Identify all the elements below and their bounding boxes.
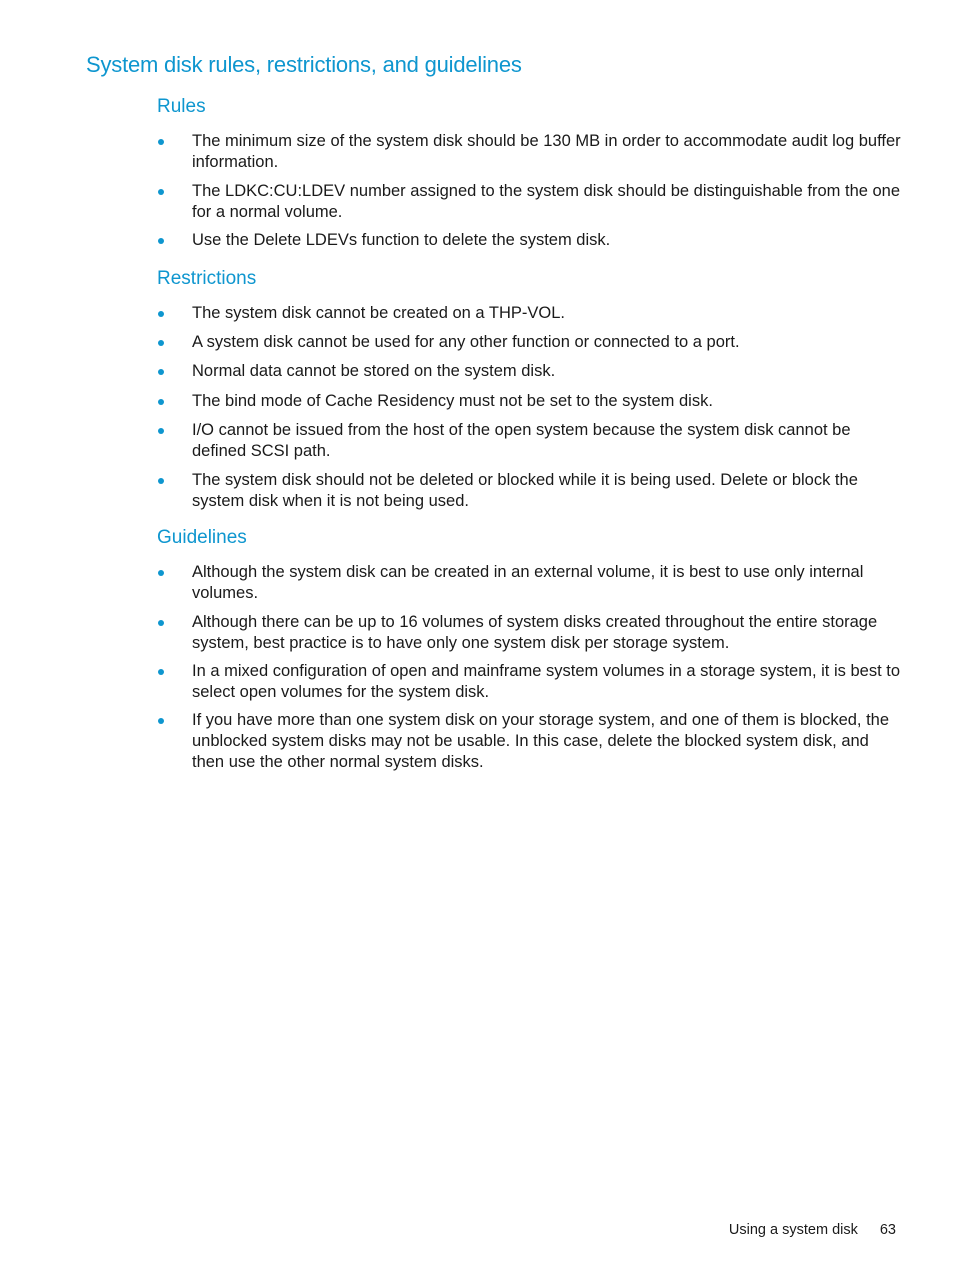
- section-heading-rules: Rules: [157, 96, 206, 117]
- list-item: The system disk should not be deleted or blocked while it is being used. Delete or block the system disk when it is not being used.: [192, 470, 902, 512]
- list-item: If you have more than one system disk on your storage system, and one of them is blocked, the unblocked system disks may not be usable. In this case, delete the blocked system disk, and then use the other normal system disks.: [192, 710, 902, 773]
- list-item: Use the Delete LDEVs function to delete the system disk.: [192, 230, 902, 251]
- section-restrictions: [157, 267, 902, 510]
- section-heading-restrictions: Restrictions: [157, 268, 257, 289]
- bullet-icon: [158, 139, 164, 145]
- bullet-icon: [158, 311, 164, 317]
- list-item: I/O cannot be issued from the host of the open system because the system disk cannot be defined SCSI path.: [192, 420, 902, 462]
- page-number: 63: [879, 1222, 896, 1238]
- list-item: The LDKC:CU:LDEV number assigned to the system disk should be distinguishable from the one for a normal volume.: [192, 181, 902, 223]
- bullet-icon: [158, 189, 164, 195]
- list-item: Although the system disk can be created in an external volume, it is best to use only internal volumes.: [192, 562, 902, 604]
- list-item: The system disk cannot be created on a THP-VOL.: [192, 303, 902, 324]
- page-title: System disk rules, restrictions, and guidelines: [86, 52, 522, 77]
- section-heading-guidelines: Guidelines: [157, 527, 247, 548]
- bullet-icon: [158, 718, 164, 724]
- footer-section-name: Using a system disk: [728, 1222, 858, 1238]
- list-item: In a mixed configuration of open and mainframe system volumes in a storage system, it is best to select open volumes for the system disk.: [192, 661, 902, 703]
- bullet-icon: [158, 399, 164, 405]
- section-guidelines: [157, 526, 902, 771]
- bullet-icon: [158, 238, 164, 244]
- bullet-icon: [158, 570, 164, 576]
- bullet-icon: [158, 669, 164, 675]
- list-item: Although there can be up to 16 volumes of system disks created throughout the entire storage system, best practice is to have only one system disk per storage system.: [192, 612, 902, 654]
- bullet-icon: [158, 369, 164, 375]
- bullet-icon: [158, 478, 164, 484]
- list-item: Normal data cannot be stored on the system disk.: [192, 361, 902, 382]
- section-rules: [157, 95, 902, 249]
- list-item: The bind mode of Cache Residency must not be set to the system disk.: [192, 391, 902, 412]
- bullet-icon: [158, 428, 164, 434]
- bullet-icon: [158, 340, 164, 346]
- list-item: A system disk cannot be used for any other function or connected to a port.: [192, 332, 902, 353]
- bullet-icon: [158, 620, 164, 626]
- list-item: The minimum size of the system disk should be 130 MB in order to accommodate audit log buffer information.: [192, 131, 902, 173]
- page-footer: [729, 1222, 896, 1238]
